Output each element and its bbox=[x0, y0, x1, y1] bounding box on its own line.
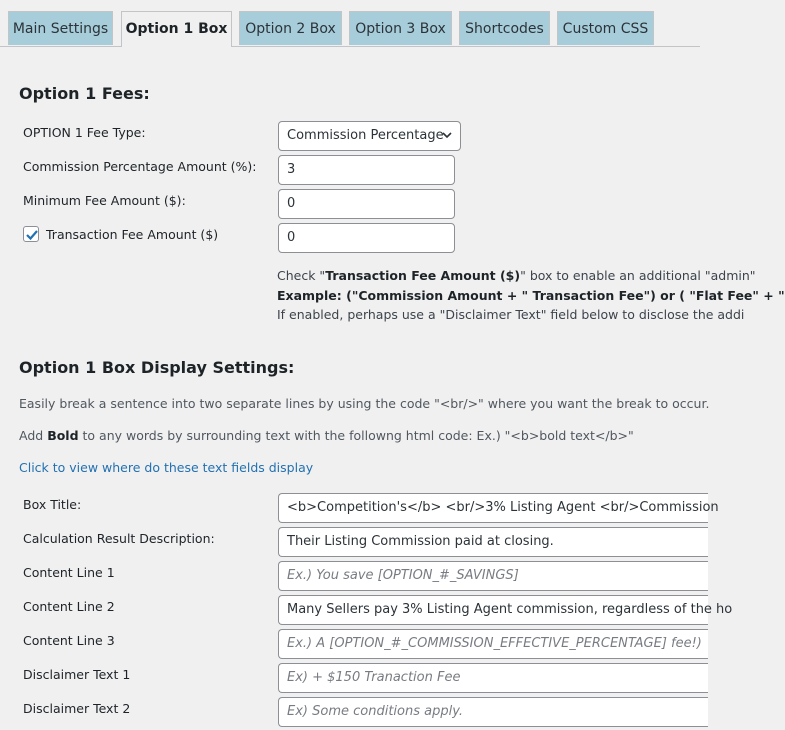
commission-pct-label: Commission Percentage Amount (%): bbox=[23, 159, 257, 174]
calc-desc-label: Calculation Result Description: bbox=[23, 531, 215, 546]
tab-option-1-box[interactable]: Option 1 Box bbox=[121, 11, 232, 47]
transaction-fee-checkbox[interactable] bbox=[23, 226, 39, 242]
tab-option-2-box[interactable]: Option 2 Box bbox=[239, 11, 342, 45]
content-line-1-label: Content Line 1 bbox=[23, 565, 115, 580]
transaction-fee-note-line1: Check "Transaction Fee Amount ($)" box to enable an additional "admin" bbox=[277, 268, 756, 283]
min-fee-label: Minimum Fee Amount ($): bbox=[23, 193, 186, 208]
transaction-fee-note-line3: If enabled, perhaps use a "Disclaimer Text" field below to disclose the addi bbox=[277, 307, 745, 322]
tab-option-3-box[interactable]: Option 3 Box bbox=[349, 11, 452, 45]
content-line-3-input[interactable]: Ex.) A [OPTION_#_COMMISSION_EFFECTIVE_PERCENTAGE] fee!) bbox=[278, 629, 708, 659]
chevron-down-icon bbox=[442, 130, 452, 140]
content-line-2-input[interactable]: Many Sellers pay 3% Listing Agent commission, regardless of the ho bbox=[278, 595, 708, 625]
commission-pct-input[interactable]: 3 bbox=[278, 155, 455, 185]
calc-desc-input[interactable]: Their Listing Commission paid at closing. bbox=[278, 527, 708, 557]
transaction-fee-note-line2: Example: ("Commission Amount + " Transaction Fee") or ( "Flat Fee" + " bbox=[277, 288, 785, 303]
disclaimer-2-input[interactable]: Ex) Some conditions apply. bbox=[278, 697, 708, 727]
disclaimer-2-label: Disclaimer Text 2 bbox=[23, 701, 131, 716]
disclaimer-1-label: Disclaimer Text 1 bbox=[23, 667, 131, 682]
box-title-label: Box Title: bbox=[23, 497, 82, 512]
fee-type-value: Commission Percentage bbox=[287, 128, 444, 143]
tab-shortcodes[interactable]: Shortcodes bbox=[459, 11, 550, 45]
min-fee-input[interactable]: 0 bbox=[278, 189, 455, 219]
fee-type-select[interactable] bbox=[278, 121, 461, 151]
tab-custom-css[interactable]: Custom CSS bbox=[557, 11, 654, 45]
view-fields-display-link[interactable]: Click to view where do these text fields display bbox=[19, 460, 314, 475]
fees-heading: Option 1 Fees: bbox=[19, 84, 150, 103]
display-settings-heading: Option 1 Box Display Settings: bbox=[19, 358, 295, 377]
help-text-bold: Add Bold to any words by surrounding text with the followng html code: Ex.) "<b>bold text</b>" bbox=[19, 428, 634, 443]
transaction-fee-label: Transaction Fee Amount ($) bbox=[46, 227, 219, 242]
box-title-input[interactable]: <b>Competition's</b> <br/>3% Listing Agent <br/>Commission bbox=[278, 493, 708, 523]
content-line-2-label: Content Line 2 bbox=[23, 599, 115, 614]
content-line-1-input[interactable]: Ex.) You save [OPTION_#_SAVINGS] bbox=[278, 561, 708, 591]
tab-main-settings[interactable]: Main Settings bbox=[8, 11, 113, 45]
checkmark-icon bbox=[24, 227, 40, 243]
fee-type-label: OPTION 1 Fee Type: bbox=[23, 125, 146, 140]
transaction-fee-input[interactable]: 0 bbox=[278, 223, 455, 253]
disclaimer-1-input[interactable]: Ex) + $150 Tranaction Fee bbox=[278, 663, 708, 693]
help-text-linebreak: Easily break a sentence into two separate lines by using the code "<br/>" where you want the break to occur. bbox=[19, 396, 710, 411]
content-line-3-label: Content Line 3 bbox=[23, 633, 115, 648]
settings-tab-bar bbox=[0, 0, 700, 47]
